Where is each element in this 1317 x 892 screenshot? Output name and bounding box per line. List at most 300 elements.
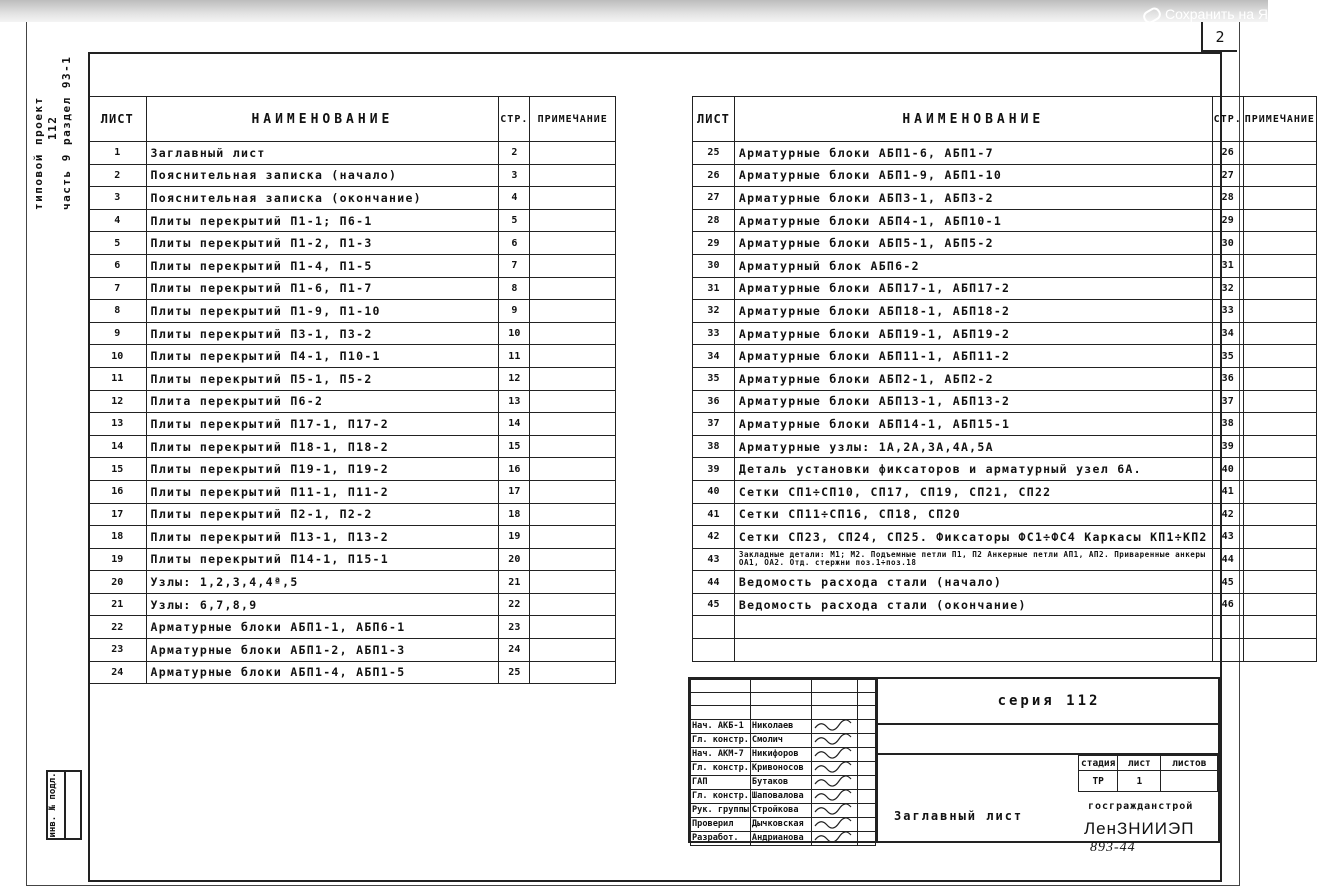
page-number-cell: 11 bbox=[499, 345, 530, 368]
sheet-name-cell: Арматурные блоки АБП4-1, АБП10-1 bbox=[734, 209, 1212, 232]
save-label: Сохранить на Я bbox=[1165, 6, 1268, 22]
page-number-cell: 36 bbox=[1212, 367, 1243, 390]
sheet-number-cell: 20 bbox=[89, 571, 147, 594]
right-rows bbox=[693, 142, 1317, 662]
handwritten-signature bbox=[813, 804, 853, 814]
signature-blank-cell bbox=[857, 693, 875, 706]
sheets-header: листов bbox=[1161, 756, 1218, 771]
title-block-lower bbox=[876, 753, 1220, 843]
table-row bbox=[693, 367, 1317, 390]
signature-name: Никифоров bbox=[750, 747, 811, 761]
signature-mark bbox=[812, 719, 858, 733]
note-cell bbox=[530, 300, 616, 323]
sheet-number-cell: 34 bbox=[693, 345, 735, 368]
signature-row bbox=[691, 775, 876, 789]
page-number-cell: 22 bbox=[499, 593, 530, 616]
signature-blank-cell bbox=[691, 680, 751, 693]
side-title-line1: типовой проект bbox=[32, 96, 45, 210]
page-number-cell: 37 bbox=[1212, 390, 1243, 413]
table-row bbox=[693, 390, 1317, 413]
page-number-cell: 23 bbox=[499, 616, 530, 639]
sheet-number-cell: 33 bbox=[693, 322, 735, 345]
table-row bbox=[89, 209, 616, 232]
handwritten-signature bbox=[813, 832, 853, 842]
sheet-name-cell: Плиты перекрытий П1-1; П6-1 bbox=[146, 209, 499, 232]
page-number-cell: 13 bbox=[499, 390, 530, 413]
signature-date bbox=[857, 831, 875, 845]
page-number-cell: 10 bbox=[499, 322, 530, 345]
page-number-cell: 44 bbox=[1212, 548, 1243, 571]
table-row bbox=[693, 209, 1317, 232]
sheet-number-cell: 27 bbox=[693, 187, 735, 210]
note-cell bbox=[1243, 254, 1316, 277]
signature-mark bbox=[812, 831, 858, 845]
signature-name: Бутаков bbox=[750, 775, 811, 789]
sheet-number-cell: 16 bbox=[89, 480, 147, 503]
sheet-value: 1 bbox=[1118, 771, 1161, 792]
note-cell bbox=[530, 548, 616, 571]
signature-mark bbox=[812, 761, 858, 775]
page-number-cell: 8 bbox=[499, 277, 530, 300]
sheet-number-cell: 7 bbox=[89, 277, 147, 300]
signature-name: Шаповалова bbox=[750, 789, 811, 803]
sheet-name-cell: Плиты перекрытий П11-1, П11-2 bbox=[146, 480, 499, 503]
sheet-name-cell: Арматурный блок АБП6-2 bbox=[734, 254, 1212, 277]
sheet-name-cell: Арматурные блоки АБП13-1, АБП13-2 bbox=[734, 390, 1212, 413]
handwritten-signature bbox=[813, 748, 853, 758]
table-header-row bbox=[89, 97, 616, 142]
table-row bbox=[693, 593, 1317, 616]
page-number-cell: 15 bbox=[499, 435, 530, 458]
sheet-name-cell: Плиты перекрытий П17-1, П17-2 bbox=[146, 413, 499, 436]
sheet-name-cell: Плиты перекрытий П1-6, П1-7 bbox=[146, 277, 499, 300]
stage-value: ТР bbox=[1079, 771, 1118, 792]
table-row bbox=[693, 232, 1317, 255]
table-row bbox=[693, 548, 1317, 571]
table-row bbox=[693, 616, 1317, 639]
signature-name: Смолич bbox=[750, 733, 811, 747]
sheet-name-cell: Плиты перекрытий П4-1, П10-1 bbox=[146, 345, 499, 368]
table-row bbox=[89, 639, 616, 662]
page-number-cell: 2 bbox=[499, 142, 530, 165]
table-row bbox=[89, 277, 616, 300]
signature-table bbox=[690, 679, 876, 844]
handwritten-signature bbox=[813, 762, 853, 772]
note-cell bbox=[1243, 616, 1316, 639]
sheet-number-cell: 23 bbox=[89, 639, 147, 662]
sheet-number-cell: 15 bbox=[89, 458, 147, 481]
table-row bbox=[693, 571, 1317, 594]
note-cell bbox=[1243, 571, 1316, 594]
table-row bbox=[89, 187, 616, 210]
header-sheet: ЛИСТ bbox=[693, 97, 735, 142]
browser-top-bar bbox=[0, 0, 1268, 22]
header-name: НАИМЕНОВАНИЕ bbox=[734, 97, 1212, 142]
note-cell bbox=[530, 413, 616, 436]
note-cell bbox=[530, 277, 616, 300]
note-cell bbox=[1243, 435, 1316, 458]
signature-mark bbox=[812, 733, 858, 747]
table-row bbox=[693, 322, 1317, 345]
header-name: НАИМЕНОВАНИЕ bbox=[146, 97, 499, 142]
table-row bbox=[693, 164, 1317, 187]
signature-date bbox=[857, 747, 875, 761]
sheet-number-cell: 38 bbox=[693, 435, 735, 458]
page-number-cell: 33 bbox=[1212, 300, 1243, 323]
sheet-name-cell: Ведомость расхода стали (начало) bbox=[734, 571, 1212, 594]
sheet-number-cell: 5 bbox=[89, 232, 147, 255]
sheet-name-cell: Арматурные блоки АБП3-1, АБП3-2 bbox=[734, 187, 1212, 210]
page-number-cell: 27 bbox=[1212, 164, 1243, 187]
note-cell bbox=[1243, 300, 1316, 323]
signature-blank-cell bbox=[812, 680, 858, 693]
note-cell bbox=[1243, 187, 1316, 210]
sheet-name-cell: Плиты перекрытий П18-1, П18-2 bbox=[146, 435, 499, 458]
note-cell bbox=[1243, 526, 1316, 549]
page-number-cell: 21 bbox=[499, 571, 530, 594]
sheet-name-cell: Арматурные блоки АБП19-1, АБП19-2 bbox=[734, 322, 1212, 345]
signature-blank-cell bbox=[691, 693, 751, 706]
page-number-cell: 12 bbox=[499, 367, 530, 390]
table-row bbox=[89, 503, 616, 526]
page-number-cell: 17 bbox=[499, 480, 530, 503]
table-row bbox=[693, 277, 1317, 300]
page-number: 2 bbox=[1201, 22, 1237, 52]
table-row bbox=[89, 661, 616, 684]
page-number-cell: 28 bbox=[1212, 187, 1243, 210]
sheet-name-cell: Узлы: 1,2,3,4,4ª,5 bbox=[146, 571, 499, 594]
sheet-number-cell: 28 bbox=[693, 209, 735, 232]
sheet-name-cell: Арматурные блоки АБП18-1, АБП18-2 bbox=[734, 300, 1212, 323]
note-cell bbox=[530, 616, 616, 639]
signature-blank-row bbox=[691, 706, 876, 719]
sheet-name-cell: Плиты перекрытий П13-1, П13-2 bbox=[146, 526, 499, 549]
signature-role: Разработ. bbox=[691, 831, 751, 845]
note-cell bbox=[1243, 503, 1316, 526]
series-label: серия 112 bbox=[876, 679, 1220, 723]
sheet-name-cell: Плиты перекрытий П3-1, П3-2 bbox=[146, 322, 499, 345]
signature-date bbox=[857, 803, 875, 817]
sheet-name-cell: Арматурные блоки АБП2-1, АБП2-2 bbox=[734, 367, 1212, 390]
page-number-cell: 41 bbox=[1212, 480, 1243, 503]
signature-name: Николаев bbox=[750, 719, 811, 733]
signature-row bbox=[691, 747, 876, 761]
page-number-cell bbox=[1212, 616, 1243, 639]
note-cell bbox=[530, 345, 616, 368]
sheet-header: лист bbox=[1118, 756, 1161, 771]
signature-row bbox=[691, 803, 876, 817]
sheet-number-cell: 9 bbox=[89, 322, 147, 345]
header-page: СТР. bbox=[499, 97, 530, 142]
note-cell bbox=[530, 503, 616, 526]
handwritten-signature bbox=[813, 776, 853, 786]
signature-blank-cell bbox=[750, 693, 811, 706]
page-number-cell: 43 bbox=[1212, 526, 1243, 549]
save-to-disk-button[interactable] bbox=[1143, 6, 1268, 22]
note-cell bbox=[530, 593, 616, 616]
sheet-name-cell: Плиты перекрытий П14-1, П15-1 bbox=[146, 548, 499, 571]
document-name: Заглавный лист bbox=[894, 809, 1024, 823]
sheet-name-cell bbox=[734, 639, 1212, 662]
signature-mark bbox=[812, 789, 858, 803]
sheet-name-cell: Сетки СП23, СП24, СП25. Фиксаторы ФС1÷ФС4 Каркасы КП1÷КП2 bbox=[734, 526, 1212, 549]
page-number-cell: 45 bbox=[1212, 571, 1243, 594]
sheet-name-cell: Арматурные узлы: 1А,2А,3А,4А,5А bbox=[734, 435, 1212, 458]
table-row bbox=[89, 254, 616, 277]
note-cell bbox=[530, 435, 616, 458]
sheet-name-cell: Пояснительная записка (окончание) bbox=[146, 187, 499, 210]
sheet-number-cell: 42 bbox=[693, 526, 735, 549]
signature-blank-row bbox=[691, 693, 876, 706]
signature-name: Стройкова bbox=[750, 803, 811, 817]
sheet-number-cell: 45 bbox=[693, 593, 735, 616]
signature-mark bbox=[812, 803, 858, 817]
sheet-name-cell: Арматурные блоки АБП14-1, АБП15-1 bbox=[734, 413, 1212, 436]
table-row bbox=[693, 187, 1317, 210]
document-number: 893-44 bbox=[1090, 840, 1136, 855]
sheet-number-cell: 2 bbox=[89, 164, 147, 187]
sheet-name-cell: Сетки СП11÷СП16, СП18, СП20 bbox=[734, 503, 1212, 526]
signature-blank-cell bbox=[691, 706, 751, 719]
note-cell bbox=[1243, 232, 1316, 255]
page-number-cell: 29 bbox=[1212, 209, 1243, 232]
sheet-number-cell: 31 bbox=[693, 277, 735, 300]
sheet-number-cell: 43 bbox=[693, 548, 735, 571]
sheet-name-cell: Плиты перекрытий П1-2, П1-3 bbox=[146, 232, 499, 255]
note-cell bbox=[1243, 142, 1316, 165]
table-row bbox=[693, 503, 1317, 526]
header-note: ПРИМЕЧАНИЕ bbox=[530, 97, 616, 142]
sheet-number-cell: 19 bbox=[89, 548, 147, 571]
sheet-number-cell: 12 bbox=[89, 390, 147, 413]
table-row bbox=[89, 345, 616, 368]
table-row bbox=[693, 480, 1317, 503]
table-row bbox=[693, 639, 1317, 662]
note-cell bbox=[1243, 277, 1316, 300]
side-title-line2: 112 bbox=[46, 115, 59, 140]
note-cell bbox=[530, 390, 616, 413]
note-cell bbox=[530, 639, 616, 662]
signature-mark bbox=[812, 775, 858, 789]
sheet-name-cell: Деталь установки фиксаторов и арматурный узел 6А. bbox=[734, 458, 1212, 481]
page-number-cell: 9 bbox=[499, 300, 530, 323]
page-number-cell: 34 bbox=[1212, 322, 1243, 345]
header-page: СТР. bbox=[1212, 97, 1243, 142]
signature-blank-cell bbox=[812, 693, 858, 706]
sheet-number-cell: 25 bbox=[693, 142, 735, 165]
sheet-number-cell: 26 bbox=[693, 164, 735, 187]
sheet-name-cell: Плиты перекрытий П19-1, П19-2 bbox=[146, 458, 499, 481]
page-number-cell: 4 bbox=[499, 187, 530, 210]
note-cell bbox=[530, 187, 616, 210]
sheet-name-cell: Узлы: 6,7,8,9 bbox=[146, 593, 499, 616]
signature-role: Гл. констр. bbox=[692, 791, 749, 802]
sheet-name-cell: Арматурные блоки АБП17-1, АБП17-2 bbox=[734, 277, 1212, 300]
note-cell bbox=[1243, 345, 1316, 368]
handwritten-signature bbox=[813, 720, 853, 730]
sheet-number-cell: 11 bbox=[89, 367, 147, 390]
sheet-number-cell: 6 bbox=[89, 254, 147, 277]
table-row bbox=[693, 254, 1317, 277]
signature-role: Гл. констр. bbox=[692, 735, 749, 746]
table-row bbox=[89, 526, 616, 549]
signature-date bbox=[857, 789, 875, 803]
page-number-cell: 30 bbox=[1212, 232, 1243, 255]
contents-table-right bbox=[692, 96, 1317, 662]
note-cell bbox=[1243, 413, 1316, 436]
note-cell bbox=[530, 661, 616, 684]
signature-role: Нач. АКБ-1 bbox=[691, 719, 751, 733]
note-cell bbox=[530, 232, 616, 255]
sheet-number-cell: 18 bbox=[89, 526, 147, 549]
sheet-number-cell: 36 bbox=[693, 390, 735, 413]
table-row bbox=[89, 593, 616, 616]
sheet-name-cell bbox=[734, 616, 1212, 639]
table-row bbox=[89, 480, 616, 503]
organization-institute: ЛенЗНИИЭП bbox=[1084, 819, 1195, 838]
sheet-number-cell: 3 bbox=[89, 187, 147, 210]
signature-role: Проверил bbox=[691, 817, 751, 831]
note-cell bbox=[1243, 390, 1316, 413]
signature-date bbox=[857, 761, 875, 775]
page-number-cell: 3 bbox=[499, 164, 530, 187]
table-header-row bbox=[693, 97, 1317, 142]
header-note: ПРИМЕЧАНИЕ bbox=[1243, 97, 1316, 142]
page-number-cell: 16 bbox=[499, 458, 530, 481]
page-number-cell: 19 bbox=[499, 526, 530, 549]
page-number-cell: 7 bbox=[499, 254, 530, 277]
sheet-number-cell: 35 bbox=[693, 367, 735, 390]
page-number-cell: 46 bbox=[1212, 593, 1243, 616]
note-cell bbox=[530, 254, 616, 277]
sheet-name-cell: Ведомость расхода стали (окончание) bbox=[734, 593, 1212, 616]
side-title-line3: часть 9 раздел 93-1 bbox=[60, 55, 73, 210]
note-cell bbox=[530, 367, 616, 390]
signature-date bbox=[857, 817, 875, 831]
page-number-cell: 5 bbox=[499, 209, 530, 232]
signature-role: Нач. АКМ-7 bbox=[691, 747, 751, 761]
note-cell bbox=[530, 142, 616, 165]
sheet-number-cell: 4 bbox=[89, 209, 147, 232]
sheet-name-cell: Плиты перекрытий П1-9, П1-10 bbox=[146, 300, 499, 323]
page-number-cell: 14 bbox=[499, 413, 530, 436]
sheet-name-cell: Закладные детали: М1; М2. Подъемные петли П1, П2 Анкерные петли АП1, АП2. Приваренные анкеры ОА1, ОА2. Отд. стержни поз.1÷поз.18 bbox=[734, 548, 1212, 571]
page-number-cell: 38 bbox=[1212, 413, 1243, 436]
organization-ministry: госгражданстрой bbox=[1088, 801, 1194, 812]
sheet-number-cell: 10 bbox=[89, 345, 147, 368]
sheet-number-cell: 44 bbox=[693, 571, 735, 594]
signature-role: ГАП bbox=[691, 775, 751, 789]
page-number-cell: 42 bbox=[1212, 503, 1243, 526]
title-block bbox=[688, 677, 1220, 843]
note-cell bbox=[530, 480, 616, 503]
signature-name: Кривоносов bbox=[750, 761, 811, 775]
table-row bbox=[693, 458, 1317, 481]
table-row bbox=[693, 413, 1317, 436]
page-number-cell: 20 bbox=[499, 548, 530, 571]
signature-mark bbox=[812, 817, 858, 831]
signature-row bbox=[691, 761, 876, 775]
sheet-number-cell: 40 bbox=[693, 480, 735, 503]
page-number-cell: 31 bbox=[1212, 254, 1243, 277]
note-cell bbox=[1243, 593, 1316, 616]
signature-blank-cell bbox=[857, 680, 875, 693]
sheet-number-cell bbox=[693, 639, 735, 662]
note-cell bbox=[530, 526, 616, 549]
table-row bbox=[89, 571, 616, 594]
note-cell bbox=[530, 164, 616, 187]
table-row bbox=[89, 616, 616, 639]
page-number-cell: 26 bbox=[1212, 142, 1243, 165]
signature-blank-cell bbox=[750, 706, 811, 719]
sheet-number-cell: 8 bbox=[89, 300, 147, 323]
sheet-name-cell: Арматурные блоки АБП1-9, АБП1-10 bbox=[734, 164, 1212, 187]
table-row bbox=[89, 164, 616, 187]
table-row bbox=[89, 232, 616, 255]
sheet-number-cell: 24 bbox=[89, 661, 147, 684]
title-block-middle bbox=[876, 723, 1220, 755]
page-number-cell: 18 bbox=[499, 503, 530, 526]
sheet-number-cell: 17 bbox=[89, 503, 147, 526]
table-row bbox=[693, 300, 1317, 323]
handwritten-signature bbox=[813, 790, 853, 800]
signature-date bbox=[857, 775, 875, 789]
inventory-stamp-field bbox=[62, 770, 82, 840]
signature-role: Рук. группы bbox=[692, 805, 749, 816]
sheets-value bbox=[1161, 771, 1218, 792]
handwritten-signature bbox=[813, 818, 853, 828]
note-cell bbox=[530, 458, 616, 481]
table-row bbox=[89, 300, 616, 323]
sheet-name-cell: Плиты перекрытий П5-1, П5-2 bbox=[146, 367, 499, 390]
sheet-number-cell: 22 bbox=[89, 616, 147, 639]
table-row bbox=[89, 548, 616, 571]
handwritten-signature bbox=[813, 734, 853, 744]
page-number-cell: 24 bbox=[499, 639, 530, 662]
sheet-name-cell: Заглавный лист bbox=[146, 142, 499, 165]
signature-row bbox=[691, 817, 876, 831]
note-cell bbox=[1243, 639, 1316, 662]
table-row bbox=[89, 390, 616, 413]
page-number-cell: 6 bbox=[499, 232, 530, 255]
table-row bbox=[693, 526, 1317, 549]
signature-row bbox=[691, 719, 876, 733]
signature-name: Андрианова bbox=[750, 831, 811, 845]
table-row bbox=[89, 142, 616, 165]
sheet-name-cell: Арматурные блоки АБП1-6, АБП1-7 bbox=[734, 142, 1212, 165]
sheet-name-cell: Арматурные блоки АБП1-4, АБП1-5 bbox=[146, 661, 499, 684]
sheet-number-cell: 39 bbox=[693, 458, 735, 481]
left-rows bbox=[89, 142, 616, 684]
page-number-cell: 39 bbox=[1212, 435, 1243, 458]
sheet-number-cell bbox=[693, 616, 735, 639]
sheet-name-cell: Плита перекрытий П6-2 bbox=[146, 390, 499, 413]
page-number-cell: 35 bbox=[1212, 345, 1243, 368]
sheet-name-cell: Арматурные блоки АБП5-1, АБП5-2 bbox=[734, 232, 1212, 255]
sheet-name-cell: Пояснительная записка (начало) bbox=[146, 164, 499, 187]
note-cell bbox=[1243, 548, 1316, 571]
sheet-number-cell: 1 bbox=[89, 142, 147, 165]
sheet-number-cell: 21 bbox=[89, 593, 147, 616]
signature-blank-cell bbox=[812, 706, 858, 719]
sheet-name-cell: Плиты перекрытий П2-1, П2-2 bbox=[146, 503, 499, 526]
table-row bbox=[89, 367, 616, 390]
note-cell bbox=[1243, 164, 1316, 187]
note-cell bbox=[530, 571, 616, 594]
table-row bbox=[89, 435, 616, 458]
signature-blank-cell bbox=[750, 680, 811, 693]
sheet-name-cell: Арматурные блоки АБП11-1, АБП11-2 bbox=[734, 345, 1212, 368]
